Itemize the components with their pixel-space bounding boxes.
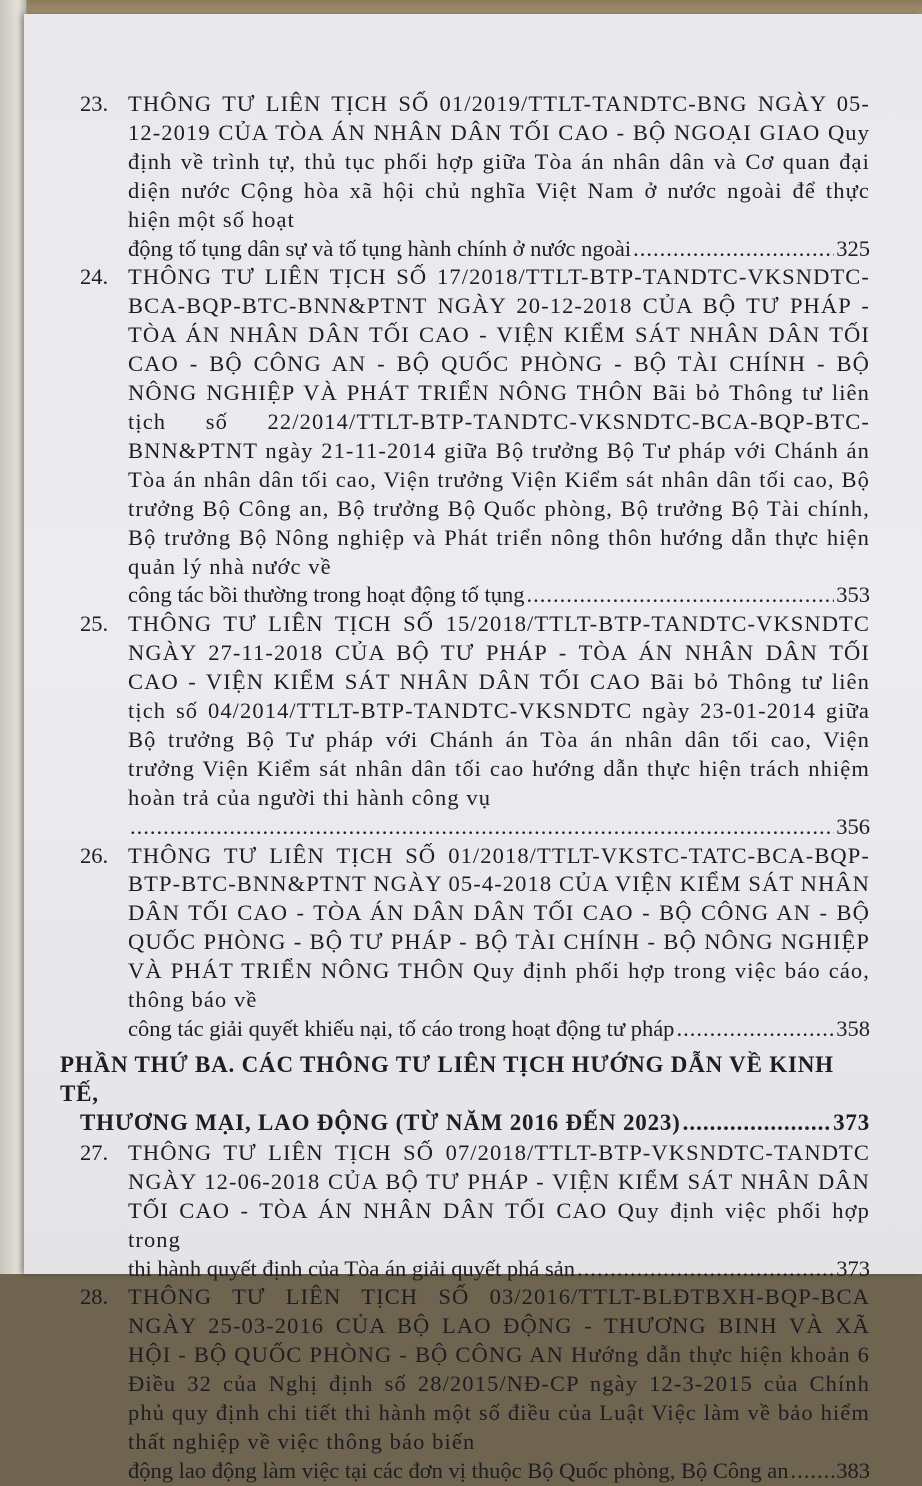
dot-leader [527, 581, 835, 610]
page-number: 353 [836, 582, 870, 608]
toc-entry-26 [80, 842, 870, 1044]
table-of-contents [60, 90, 870, 1486]
entry-text: THÔNG TƯ LIÊN TỊCH SỐ 15/2018/TTLT-BTP-TANDTC-VKSNDTC NGÀY 27-11-2018 CỦA BỘ TƯ PHÁP - TÒA ÁN NHÂN DÂN TỐI CAO - VIỆN KIỂM SÁT NHÂN DÂN TỐI CAO Bãi bỏ Thông tư liên tịch số 04/2014/TTLT-BTP-TANDTC-VKSNDTC ngày 23-01-2014 giữa Bộ trưởng Bộ Tư pháp với Chánh án Tòa án nhân dân tối cao, Viện trưởng Viện Kiểm sát nhân dân tối cao hướng dẫn thực hiện trách nhiệm hoàn trả của người thi hành công vụ [128, 611, 870, 810]
entry-number: 26. [80, 842, 109, 868]
toc-entry-28 [80, 1283, 870, 1485]
toc-entry-23 [80, 90, 870, 263]
entry-text: THÔNG TƯ LIÊN TỊCH SỐ 07/2018/TTLT-BTP-VKSNDTC-TANDTC NGÀY 12-06-2018 CỦA BỘ TƯ PHÁP - VIỆN KIỂM SÁT NHÂN DÂN TỐI CAO - TÒA ÁN NHÂN DÂN TỐI CAO Quy định việc phối hợp trong [128, 1139, 870, 1252]
entry-text: THÔNG TƯ LIÊN TỊCH SỐ 01/2018/TTLT-VKSTC-TATC-BCA-BQP-BTP-BTC-BNN&PTNT NGÀY 05-4-2018 CỦA VIỆN KIỂM SÁT NHÂN DÂN TỐI CAO - TÒA ÁN DÂN DÂN TỐI CAO - BỘ CÔNG AN - BỘ QUỐC PHÒNG - BỘ TƯ PHÁP - BỘ TÀI CHÍNH - BỘ NÔNG NGHIỆP VÀ PHÁT TRIỂN NÔNG THÔN Quy định phối hợp trong việc báo cáo, thông báo về [128, 842, 870, 1013]
entry-text-last-line: động tố tụng dân sự và tố tụng hành chính ở nước ngoài [128, 235, 632, 261]
entry-text-last-line: công tác giải quyết khiếu nại, tố cáo trong hoạt động tư pháp [128, 1016, 675, 1041]
facing-page-edge [0, 0, 27, 1274]
entry-text-last-line: động lao động làm việc tại các đơn vị thuộc Bộ Quốc phòng, Bộ Công an [128, 1457, 789, 1483]
page-number: 356 [836, 813, 870, 839]
entry-number: 23. [80, 91, 109, 116]
entry-text: THÔNG TƯ LIÊN TỊCH SỐ 17/2018/TTLT-BTP-TANDTC-VKSNDTC-BCA-BQP-BTC-BNN&PTNT NGÀY 20-12-2018 CỦA BỘ TƯ PHÁP - TÒA ÁN NHÂN DÂN TỐI CAO - VIỆN KIỂM SÁT NHÂN DÂN TỐI CAO - BỘ CÔNG AN - BỘ QUỐC PHÒNG - BỘ TÀI CHÍNH - BỘ NÔNG NGHIỆP VÀ PHÁT TRIỂN NÔNG THÔN Bãi bỏ Thông tư liên tịch số 22/2014/TTLT-BTP-TANDTC-VKSNDTC-BCA-BQP-BTC-BNN&PTNT ngày 21-11-2014 giữa Bộ trưởng Bộ Tư pháp với Chánh án Tòa án nhân dân tối cao, Viện trưởng Viện Kiểm sát nhân dân tối cao, Bộ trưởng Bộ Công an, Bộ trưởng Bộ Quốc phòng, Bộ trưởng Bộ Tài chính, Bộ trưởng Bộ Nông nghiệp và Phát triển nông thôn hướng dẫn thực hiện quản lý nhà nước về [128, 264, 870, 579]
page-number: 383 [836, 1457, 870, 1483]
dot-leader [791, 1457, 835, 1486]
toc-entry-25 [80, 610, 870, 841]
entry-text: THÔNG TƯ LIÊN TỊCH SỐ 03/2016/TTLT-BLĐTBXH-BQP-BCA NGÀY 25-03-2016 CỦA BỘ LAO ĐỘNG - THƯƠNG BINH VÀ XÃ HỘI - BỘ QUỐC PHÒNG - BỘ CÔNG AN Hướng dẫn thực hiện khoản 6 Điều 32 của Nghị định số 28/2015/NĐ-CP ngày 12-3-2015 của Chính phủ quy định chi tiết thi hành một số điều của Luật Việc làm về bảo hiểm thất nghiệp về việc thông báo biến [128, 1284, 870, 1454]
part-heading [60, 1050, 870, 1137]
part-heading-last-line: THƯƠNG MẠI, LAO ĐỘNG (TỪ NĂM 2016 ĐẾN 2023) [80, 1109, 681, 1135]
part-heading-text: PHẦN THỨ BA. CÁC THÔNG TƯ LIÊN TỊCH HƯỚNG DẪN VỀ KINH TẾ, [60, 1051, 834, 1106]
page-number: 325 [836, 235, 870, 261]
dot-leader [130, 813, 834, 842]
dot-leader [577, 1255, 834, 1284]
book-page [24, 14, 922, 1483]
dot-leader [633, 235, 834, 264]
toc-entry-24 [80, 263, 870, 610]
dot-leader [676, 1015, 834, 1044]
entry-number: 24. [80, 264, 109, 290]
entry-number: 27. [80, 1139, 109, 1165]
page-number: 373 [833, 1109, 870, 1135]
dot-leader [683, 1108, 831, 1137]
entry-text: THÔNG TƯ LIÊN TỊCH SỐ 01/2019/TTLT-TANDTC-BNG NGÀY 05-12-2019 CỦA TÒA ÁN NHÂN DÂN TỐI CAO - BỘ NGOẠI GIAO Quy định về trình tự, thủ tục phối hợp giữa Tòa án nhân dân và Cơ quan đại diện nước Cộng hòa xã hội chủ nghĩa Việt Nam ở nước ngoài để thực hiện một số hoạt [128, 91, 870, 232]
entry-text-last-line: công tác bồi thường trong hoạt động tố tụng [128, 582, 525, 608]
toc-entry-27 [80, 1139, 870, 1284]
entry-number: 28. [80, 1284, 109, 1310]
entry-number: 25. [80, 611, 109, 637]
page-number: 358 [836, 1016, 870, 1041]
page-number: 373 [836, 1255, 870, 1281]
entry-text-last-line: thi hành quyết định của Tòa án giải quyết phá sản [128, 1255, 575, 1281]
